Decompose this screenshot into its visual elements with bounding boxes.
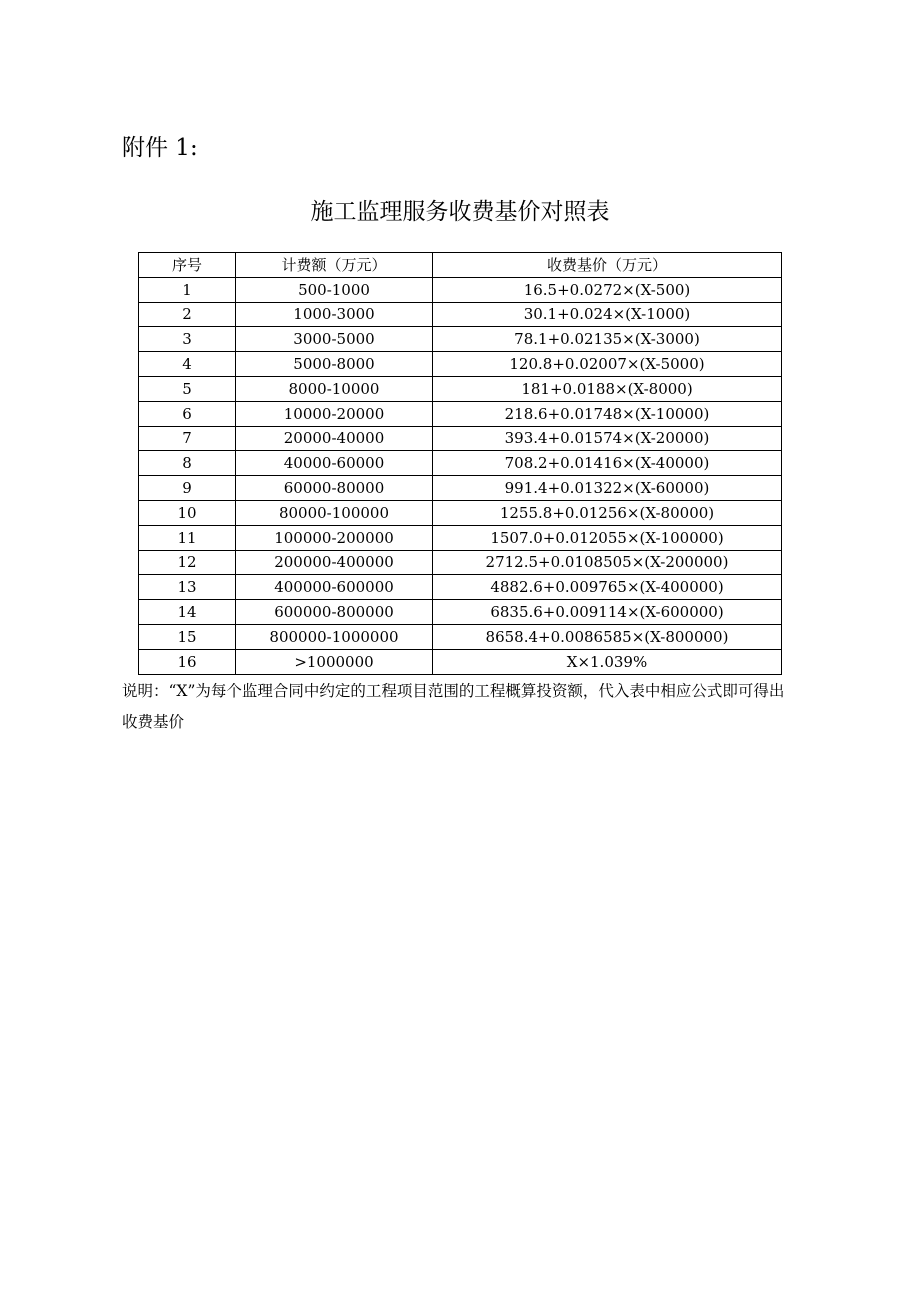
cell-index: 13 xyxy=(139,575,236,600)
cell-fee-range: 600000-800000 xyxy=(236,600,433,625)
table-row xyxy=(139,525,782,550)
table-row xyxy=(139,624,782,649)
cell-formula: 181+0.0188×(X-8000) xyxy=(433,376,782,401)
column-header-base-price: 收费基价（万元） xyxy=(433,253,782,278)
cell-index: 3 xyxy=(139,327,236,352)
cell-index: 14 xyxy=(139,600,236,625)
table-row xyxy=(139,550,782,575)
table-row xyxy=(139,600,782,625)
cell-formula: 16.5+0.0272×(X-500) xyxy=(433,277,782,302)
table-row xyxy=(139,352,782,377)
cell-index: 1 xyxy=(139,277,236,302)
cell-index: 4 xyxy=(139,352,236,377)
fee-table xyxy=(138,252,782,675)
cell-index: 16 xyxy=(139,649,236,674)
cell-formula: 120.8+0.02007×(X-5000) xyxy=(433,352,782,377)
cell-formula: 30.1+0.024×(X-1000) xyxy=(433,302,782,327)
table-row xyxy=(139,575,782,600)
cell-fee-range: 10000-20000 xyxy=(236,401,433,426)
explanation-note: 说明：“X”为每个监理合同中约定的工程项目范围的工程概算投资额，代入表中相应公式即可得出收费基价 xyxy=(122,682,785,731)
cell-formula: 78.1+0.02135×(X-3000) xyxy=(433,327,782,352)
table-row xyxy=(139,500,782,525)
column-header-index: 序号 xyxy=(139,253,236,278)
table-row xyxy=(139,649,782,674)
cell-fee-range: 200000-400000 xyxy=(236,550,433,575)
table-row xyxy=(139,451,782,476)
cell-index: 5 xyxy=(139,376,236,401)
cell-formula: 6835.6+0.009114×(X-600000) xyxy=(433,600,782,625)
table-row xyxy=(139,302,782,327)
table-row xyxy=(139,327,782,352)
table-header-row xyxy=(139,253,782,278)
cell-index: 11 xyxy=(139,525,236,550)
cell-index: 6 xyxy=(139,401,236,426)
cell-formula: X×1.039% xyxy=(433,649,782,674)
cell-fee-range: 60000-80000 xyxy=(236,476,433,501)
cell-formula: 2712.5+0.0108505×(X-200000) xyxy=(433,550,782,575)
cell-fee-range: 80000-100000 xyxy=(236,500,433,525)
cell-index: 9 xyxy=(139,476,236,501)
cell-fee-range: 8000-10000 xyxy=(236,376,433,401)
cell-formula: 708.2+0.01416×(X-40000) xyxy=(433,451,782,476)
column-header-fee-amount: 计费额（万元） xyxy=(236,253,433,278)
cell-index: 10 xyxy=(139,500,236,525)
page-title: 施工监理服务收费基价对照表 xyxy=(310,199,610,225)
cell-formula: 8658.4+0.0086585×(X-800000) xyxy=(433,624,782,649)
cell-fee-range: 40000-60000 xyxy=(236,451,433,476)
cell-formula: 4882.6+0.009765×(X-400000) xyxy=(433,575,782,600)
cell-fee-range: 20000-40000 xyxy=(236,426,433,451)
table-row xyxy=(139,277,782,302)
cell-index: 7 xyxy=(139,426,236,451)
table-row xyxy=(139,376,782,401)
cell-fee-range: 800000-1000000 xyxy=(236,624,433,649)
cell-index: 15 xyxy=(139,624,236,649)
cell-fee-range: 1000-3000 xyxy=(236,302,433,327)
cell-index: 8 xyxy=(139,451,236,476)
cell-fee-range: 500-1000 xyxy=(236,277,433,302)
cell-formula: 1255.8+0.01256×(X-80000) xyxy=(433,500,782,525)
cell-fee-range: 100000-200000 xyxy=(236,525,433,550)
cell-fee-range: 3000-5000 xyxy=(236,327,433,352)
cell-formula: 218.6+0.01748×(X-10000) xyxy=(433,401,782,426)
cell-fee-range: >1000000 xyxy=(236,649,433,674)
table-row xyxy=(139,401,782,426)
table-row xyxy=(139,476,782,501)
cell-index: 2 xyxy=(139,302,236,327)
cell-formula: 991.4+0.01322×(X-60000) xyxy=(433,476,782,501)
annex-label: 附件 1: xyxy=(122,135,198,161)
cell-index: 12 xyxy=(139,550,236,575)
cell-formula: 393.4+0.01574×(X-20000) xyxy=(433,426,782,451)
cell-formula: 1507.0+0.012055×(X-100000) xyxy=(433,525,782,550)
cell-fee-range: 5000-8000 xyxy=(236,352,433,377)
cell-fee-range: 400000-600000 xyxy=(236,575,433,600)
table-row xyxy=(139,426,782,451)
